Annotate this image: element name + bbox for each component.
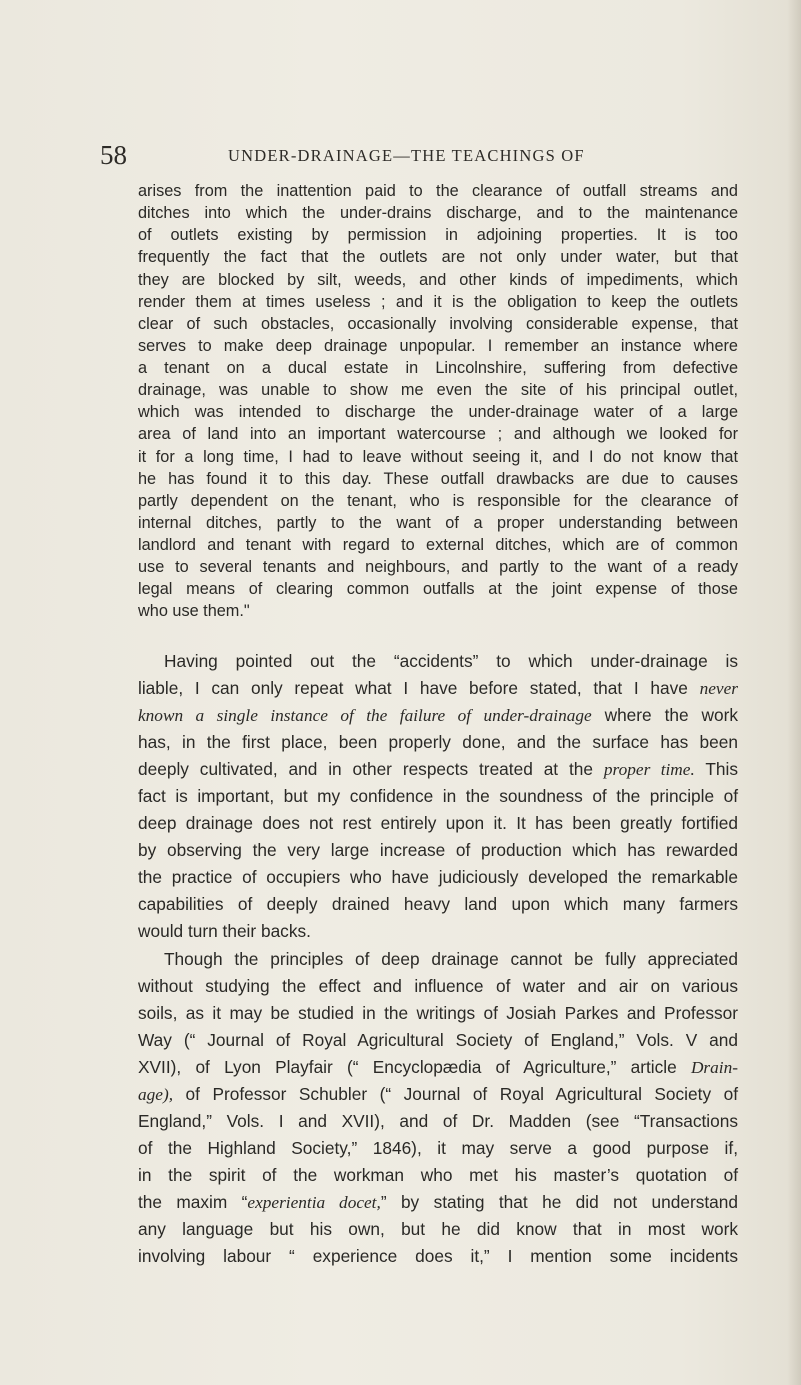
text-line: of the Highland Society,” 1846), it may serve a good purpose if,: [138, 1137, 738, 1158]
text-line: drainage, was unable to show me even the site of his principal outlet,: [138, 381, 738, 400]
text-line: frequently the fact that the outlets are not only under water, but that: [138, 248, 738, 267]
text-line: [138, 946, 738, 973]
text-line: Way (“ Journal of Royal Agricultural Society of England,” Vols. V and: [138, 1029, 738, 1050]
paragraph-principles: [138, 946, 738, 1271]
text-line: serves to make deep drainage unpopular. I remember an instance where: [138, 336, 738, 355]
paragraph-outfall-clearance: [138, 180, 738, 623]
text-line: [138, 756, 738, 783]
text-run: XVII), of Lyon Playfair (“ Encyclopædia of Agriculture,” article: [138, 1056, 691, 1077]
text-line: the practice of occupiers who have judiciously developed the remarkable: [138, 867, 738, 888]
text-line: a tenant on a ducal estate in Lincolnshire, suffering from defective: [138, 359, 738, 377]
page-number: 58: [100, 140, 127, 170]
text-run: Having pointed out the “accidents” to which under-drainage is: [164, 650, 738, 671]
text-line: capabilities of deeply drained heavy land upon which many farmers: [138, 894, 738, 915]
text-line: [138, 1081, 738, 1108]
body-text: [138, 180, 738, 1270]
text-line: deep drainage does not rest entirely upon it. It has been greatly fortified: [138, 813, 738, 834]
text-line: would turn their backs.: [138, 921, 311, 942]
text-line: he has found it to this day. These outfall drawbacks are due to causes: [138, 469, 738, 488]
text-line: soils, as it may be studied in the writings of Josiah Parkes and Professor: [138, 1002, 738, 1023]
text-line: [138, 1189, 738, 1216]
text-line: without studying the effect and influence of water and air on various: [138, 975, 738, 996]
text-line: of outlets existing by permission in adjoining properties. It is too: [138, 226, 738, 245]
text-run: Though the principles of deep drainage cannot be fully appreciated: [164, 948, 738, 969]
text-line: partly dependent on the tenant, who is responsible for the clearance of: [138, 491, 738, 510]
text-line: who use them.": [138, 602, 250, 621]
text-line: arises from the inattention paid to the clearance of outfall streams and: [138, 182, 738, 200]
italic-run: known a single instance of the failure of under-drainage: [138, 705, 592, 725]
text-run: the maxim “: [138, 1191, 248, 1212]
text-run: deeply cultivated, and in other respects treated at the: [138, 758, 604, 779]
text-line: landlord and tenant with regard to external ditches, which are of common: [138, 536, 738, 554]
text-line: [138, 675, 738, 702]
text-run: liable, I can only repeat what I have before stated, that I have: [138, 677, 700, 698]
text-line: which was intended to discharge the under-drainage water of a large: [138, 403, 738, 422]
text-line: [138, 648, 738, 675]
text-line: legal means of clearing common outfalls at the joint expense of those: [138, 580, 738, 599]
text-run: ” by stating that he did not understand: [380, 1191, 739, 1212]
italic-run: never: [699, 678, 738, 698]
text-line: has, in the first place, been properly done, and the surface has been: [138, 731, 738, 752]
text-line: [138, 1054, 738, 1081]
text-line: area of land into an important watercourse ; and although we looked for: [138, 425, 738, 444]
text-line: internal ditches, partly to the want of a proper understanding between: [138, 513, 738, 532]
text-line: render them at times useless ; and it is the obligation to keep the outlets: [138, 292, 738, 311]
text-run: where the work: [591, 704, 738, 725]
text-line: England,” Vols. I and XVII), and of Dr. Madden (see “Transactions: [138, 1110, 738, 1131]
text-line: clear of such obstacles, occasionally involving considerable expense, that: [138, 314, 738, 333]
text-line: in the spirit of the workman who met his master’s quotation of: [138, 1164, 738, 1185]
text-run: This: [694, 758, 739, 779]
text-line: ditches into which the under-drains discharge, and to the maintenance: [138, 204, 738, 223]
text-line: use to several tenants and neighbours, and partly to the want of a ready: [138, 558, 738, 577]
text-line: involving labour “ experience does it,” I mention some incidents: [138, 1246, 738, 1267]
text-line: it for a long time, I had to leave without seeing it, and I do not know that: [138, 447, 738, 466]
text-run: of Professor Schubler (“ Journal of Royal Agricultural Society of: [173, 1083, 738, 1104]
italic-run: proper time.: [603, 759, 695, 779]
text-line: they are blocked by silt, weeds, and other kinds of impediments, which: [138, 270, 738, 289]
italic-run: Drain-: [690, 1057, 738, 1077]
text-line: by observing the very large increase of production which has rewarded: [138, 840, 738, 861]
text-line: fact is important, but my confidence in the soundness of the principle of: [138, 785, 738, 806]
italic-run: experientia docet,: [247, 1192, 381, 1212]
italic-run: age),: [138, 1084, 174, 1104]
page-edge-shadow: [787, 0, 801, 1385]
running-title: UNDER-DRAINAGE—THE TEACHINGS OF: [228, 146, 585, 165]
running-head: [100, 140, 740, 170]
text-line: any language but his own, but he did know that in most work: [138, 1219, 738, 1239]
paragraph-accidents: [138, 648, 738, 946]
text-line: [138, 702, 738, 729]
